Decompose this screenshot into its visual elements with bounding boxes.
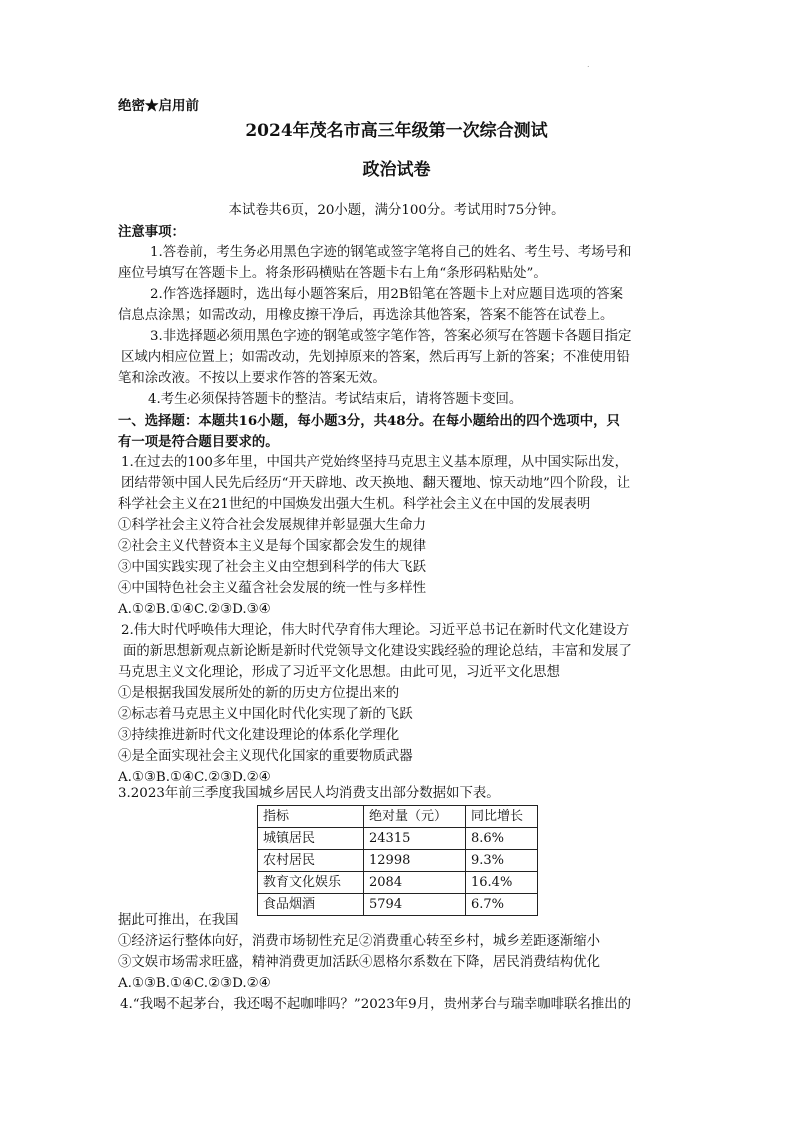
table-cell: 2084 — [364, 872, 466, 894]
table-cell: 食品烟酒 — [258, 894, 364, 916]
table-header-cell: 绝对量（元） — [364, 806, 466, 828]
q1-answers: A.①②B.①④C.②③D.③④ — [118, 602, 271, 617]
notice-line: 3.非选择题必须用黑色字迹的钢笔或签字笔作答，答案必须写在答题卡各题目指定 — [150, 329, 632, 344]
table-cell: 教育文化娱乐 — [258, 872, 364, 894]
section-heading: 一、选择题：本题共16小题，每小题3分，共48分。在每小题给出的四个选项中，只 — [118, 413, 620, 429]
q3-option: ①经济运行整体向好，消费市场韧性充足②消费重心转至乡村，城乡差距逐渐缩小 — [118, 934, 601, 949]
q1-option: ②社会主义代替资本主义是每个国家都会发生的规律 — [118, 539, 426, 554]
notice-line: 笔和涂改液。不按以上要求作答的答案无效。 — [118, 371, 386, 386]
table-row — [258, 828, 538, 850]
q2-stem: 马克思主义文化理论，形成了习近平文化思想。由此可见，习近平文化思想 — [118, 665, 560, 680]
q2-option: ③持续推进新时代文化建设理论的体系化学理化 — [118, 728, 400, 743]
table-cell: 城镇居民 — [258, 828, 364, 850]
notice-heading: 注意事项： — [118, 224, 185, 240]
table-cell: 24315 — [364, 828, 466, 850]
corner-dot: . — [587, 60, 590, 69]
table-cell: 农村居民 — [258, 850, 364, 872]
q1-stem: 团结带领中国人民先后经历“开天辟地、改天换地、翻天覆地、惊天动地”四个阶段，让 — [121, 476, 631, 491]
secret-label: 绝密★启用前 — [118, 98, 199, 114]
q2-stem: 2.伟大时代呼唤伟大理论，伟大时代孕育伟大理论。习近平总书记在新时代文化建设方 — [121, 623, 630, 638]
section-heading: 有一项是符合题目要求的。 — [118, 434, 279, 450]
q2-option: ④是全面实现社会主义现代化国家的重要物质武器 — [118, 749, 413, 764]
q3-option: ③文娱市场需求旺盛，精神消费更加活跃④恩格尔系数在下降，居民消费结构优化 — [118, 955, 601, 970]
table-row — [258, 850, 538, 872]
q1-option: ④中国特色社会主义蕴含社会发展的统一性与多样性 — [118, 581, 426, 596]
notice-line: 4.考生必须保持答题卡的整洁。考试结束后，请将答题卡变回。 — [148, 392, 523, 407]
table-cell: 16.4% — [466, 872, 538, 894]
exam-info: 本试卷共6页，20小题，满分100分。考试用时75分钟。 — [228, 203, 565, 218]
exam-title: 2024年茂名市高三年级第一次综合测试 — [245, 121, 548, 141]
table-cell: 9.3% — [466, 850, 538, 872]
table-cell: 5794 — [364, 894, 466, 916]
table-header-cell: 同比增长 — [466, 806, 538, 828]
q3-lead: 据此可推出，在我国 — [118, 913, 239, 928]
table-header-cell: 指标 — [258, 806, 364, 828]
notice-line: 座位号填写在答题卡上。将条形码横贴在答题卡右上角“条形码粘贴处”。 — [118, 266, 547, 281]
notice-line: 区域内相应位置上；如需改动，先划掉原来的答案，然后再写上新的答案；不准使用铅 — [121, 350, 630, 365]
q2-option: ①是根据我国发展所处的新的历史方位提出来的 — [118, 686, 400, 701]
table-cell: 6.7% — [466, 894, 538, 916]
notice-line: 2.作答选择题时，选出每小题答案后，用2B铅笔在答题卡上对应题目选项的答案 — [150, 287, 624, 302]
table-row — [258, 894, 538, 916]
consumption-table — [257, 805, 538, 916]
q2-stem: 面的新思想新观点新论断是新时代党领导文化建设实践经验的理论总结，丰富和发展了 — [123, 644, 632, 659]
notice-line: 1.答卷前，考生务必用黑色字迹的钢笔或签字笔将自己的姓名、考生号、考场号和 — [150, 245, 632, 260]
q2-answers: A.①③B.①④C.②③D.②④ — [118, 770, 271, 785]
notice-line: 信息点涂黑；如需改动，用橡皮擦干净后，再选涂其他答案，答案不能答在试卷上。 — [118, 308, 614, 323]
q1-option: ①科学社会主义符合社会发展规律并彰显强大生命力 — [118, 518, 426, 533]
q1-stem: 1.在过去的100多年里，中国共产党始终坚持马克思主义基本原理，从中国实际出发， — [121, 455, 629, 470]
q4-stem: 4.“我喝不起茅台，我还喝不起咖啡吗？”2023年9月，贵州茅台与瑞幸咖啡联名推出的 — [120, 997, 631, 1012]
subject-title: 政治试卷 — [362, 160, 431, 180]
table-cell: 12998 — [364, 850, 466, 872]
table-cell: 8.6% — [466, 828, 538, 850]
q1-option: ③中国实践实现了社会主义由空想到科学的伟大飞跃 — [118, 560, 426, 575]
q1-stem: 科学社会主义在21世纪的中国焕发出强大生机。科学社会主义在中国的发展表明 — [118, 497, 591, 512]
q2-option: ②标志着马克思主义中国化时代化实现了新的飞跃 — [118, 707, 413, 722]
table-header-row — [258, 806, 538, 828]
q3-answers: A.①③B.①④C.②③D.②④ — [118, 976, 271, 991]
q3-stem: 3.2023年前三季度我国城乡居民人均消费支出部分数据如下表。 — [118, 786, 500, 801]
table-row — [258, 872, 538, 894]
